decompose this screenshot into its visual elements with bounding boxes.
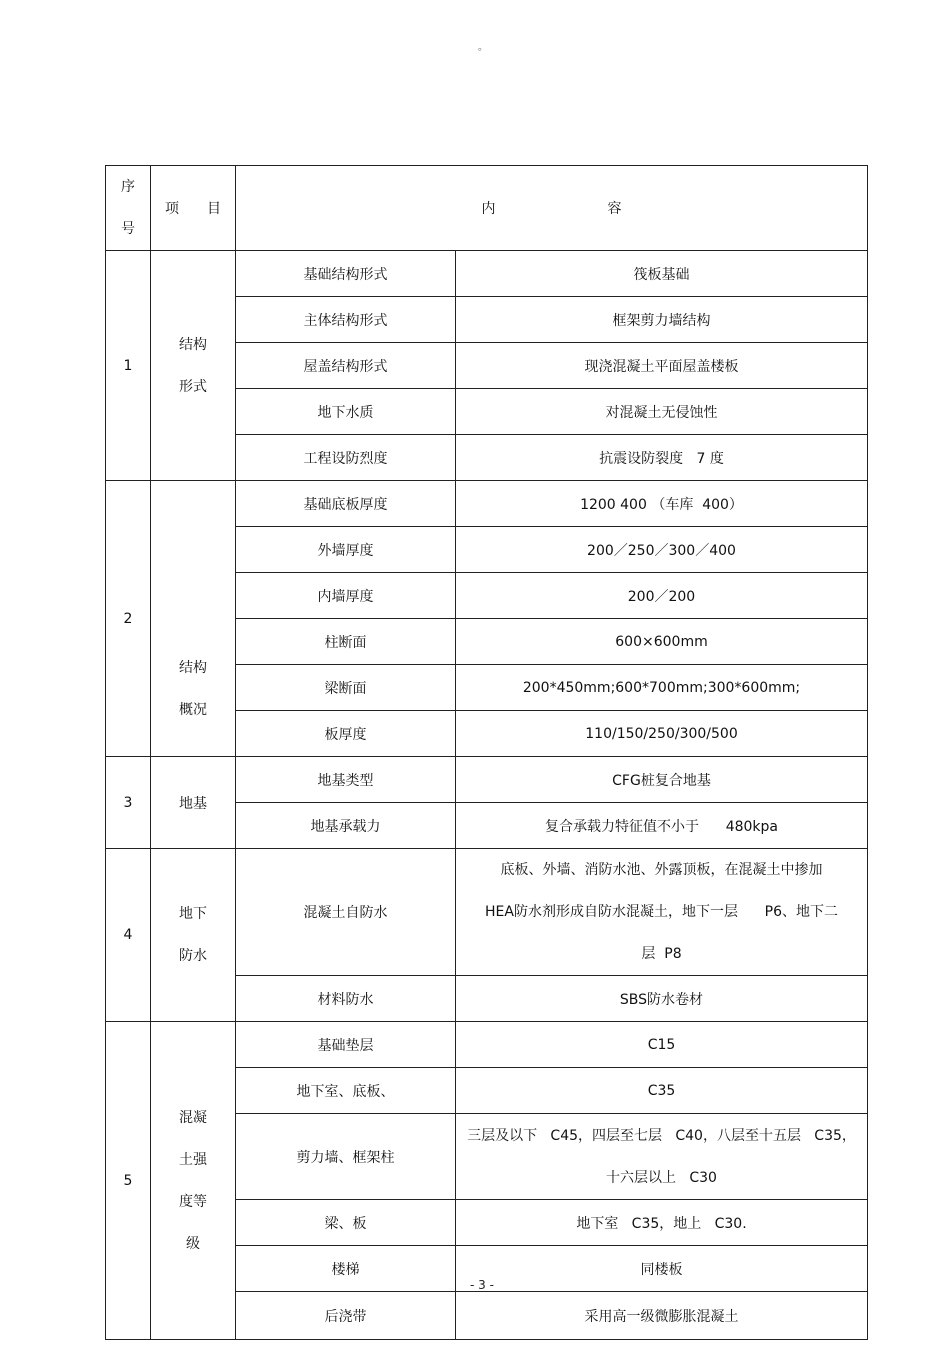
value-cell: 200／200 bbox=[456, 573, 868, 619]
item-cell: 柱断面 bbox=[236, 619, 456, 665]
value-cell: C35 bbox=[456, 1068, 868, 1114]
value-line: 层 P8 bbox=[641, 946, 682, 962]
item-cell: 混凝土自防水 bbox=[236, 849, 456, 976]
value-line: 十六层以上 C30 bbox=[606, 1169, 717, 1186]
group-no: 4 bbox=[106, 849, 151, 1022]
value-cell: 对混凝土无侵蚀性 bbox=[456, 389, 868, 435]
value-cell: 地下室 C35，地上 C30. bbox=[456, 1200, 868, 1246]
group-label-line: 概况 bbox=[179, 701, 207, 718]
spec-table bbox=[105, 165, 868, 1340]
value-cell: SBS防水卷材 bbox=[456, 976, 868, 1022]
value-cell: CFG桩复合地基 bbox=[456, 757, 868, 803]
item-cell: 内墙厚度 bbox=[236, 573, 456, 619]
group-label-line: 结构 bbox=[179, 659, 207, 676]
value-cell: 现浇混凝土平面屋盖楼板 bbox=[456, 343, 868, 389]
value-cell: 200*450mm;600*700mm;300*600mm; bbox=[456, 665, 868, 711]
group-label bbox=[151, 1022, 236, 1340]
header-content-a: 内 bbox=[481, 201, 496, 217]
group-label bbox=[151, 481, 236, 757]
item-cell: 楼梯 bbox=[236, 1246, 456, 1292]
item-cell: 基础垫层 bbox=[236, 1022, 456, 1068]
value-cell: 复合承载力特征值不小于 480kpa bbox=[456, 803, 868, 849]
value-cell: 同楼板 bbox=[456, 1246, 868, 1292]
page-number: - 3 - bbox=[470, 1278, 494, 1292]
value-cell: 1200 400 （车库 400） bbox=[456, 481, 868, 527]
item-cell: 地基类型 bbox=[236, 757, 456, 803]
header-content-cell bbox=[236, 166, 868, 251]
value-cell: 框架剪力墙结构 bbox=[456, 297, 868, 343]
group-label-line: 度等 bbox=[179, 1193, 207, 1210]
table-row bbox=[106, 251, 868, 297]
header-project-cell bbox=[151, 166, 236, 251]
group-label-line: 地基 bbox=[179, 795, 207, 812]
group-no: 3 bbox=[106, 757, 151, 849]
group-label-line: 防水 bbox=[179, 948, 207, 964]
group-label-line: 地下 bbox=[179, 906, 207, 922]
table-row bbox=[106, 849, 868, 976]
item-cell: 地下水质 bbox=[236, 389, 456, 435]
item-cell: 板厚度 bbox=[236, 711, 456, 757]
group-label-line: 形式 bbox=[179, 378, 207, 395]
value-line: HEA防水剂形成自防水混凝土，地下一层 P6、地下二 bbox=[485, 904, 838, 920]
group-no: 2 bbox=[106, 481, 151, 757]
item-cell: 主体结构形式 bbox=[236, 297, 456, 343]
header-content-b: 容 bbox=[607, 201, 622, 217]
value-line: 底板、外墙、消防水池、外露顶板，在混凝土中掺加 bbox=[500, 862, 823, 878]
item-cell: 剪力墙、框架柱 bbox=[236, 1114, 456, 1200]
header-no-line1: 序 bbox=[121, 179, 135, 195]
header-project-a: 项 bbox=[165, 201, 179, 217]
group-label-line: 混凝 bbox=[179, 1109, 207, 1126]
item-cell: 外墙厚度 bbox=[236, 527, 456, 573]
value-cell: 600×600mm bbox=[456, 619, 868, 665]
item-cell: 屋盖结构形式 bbox=[236, 343, 456, 389]
item-cell: 后浇带 bbox=[236, 1292, 456, 1340]
group-label-line: 级 bbox=[186, 1235, 200, 1252]
item-cell: 梁断面 bbox=[236, 665, 456, 711]
value-cell: 采用高一级微膨胀混凝土 bbox=[456, 1292, 868, 1340]
table-header-row bbox=[106, 166, 868, 251]
value-cell: 筏板基础 bbox=[456, 251, 868, 297]
table-row bbox=[106, 481, 868, 527]
item-cell: 地基承载力 bbox=[236, 803, 456, 849]
value-cell: 抗震设防裂度 7 度 bbox=[456, 435, 868, 481]
group-label bbox=[151, 757, 236, 849]
item-cell: 基础结构形式 bbox=[236, 251, 456, 297]
item-cell: 梁、板 bbox=[236, 1200, 456, 1246]
item-cell: 地下室、底板、 bbox=[236, 1068, 456, 1114]
value-cell: 110/150/250/300/500 bbox=[456, 711, 868, 757]
value-cell: C15 bbox=[456, 1022, 868, 1068]
group-label-line: 土强 bbox=[179, 1151, 207, 1168]
group-no: 5 bbox=[106, 1022, 151, 1340]
group-label bbox=[151, 251, 236, 481]
table-row bbox=[106, 757, 868, 803]
value-cell bbox=[456, 849, 868, 976]
group-label bbox=[151, 849, 236, 1022]
value-line: 三层及以下 C45，四层至七层 C40，八层至十五层 C35， bbox=[467, 1127, 856, 1144]
header-project-b: 目 bbox=[207, 201, 221, 217]
group-label-line: 结构 bbox=[179, 336, 207, 353]
item-cell: 基础底板厚度 bbox=[236, 481, 456, 527]
group-no: 1 bbox=[106, 251, 151, 481]
item-cell: 工程设防烈度 bbox=[236, 435, 456, 481]
value-cell bbox=[456, 1114, 868, 1200]
header-no-cell bbox=[106, 166, 151, 251]
top-mark: 。 bbox=[478, 42, 488, 53]
table-row bbox=[106, 1022, 868, 1068]
item-cell: 材料防水 bbox=[236, 976, 456, 1022]
value-cell: 200／250／300／400 bbox=[456, 527, 868, 573]
header-no-line2: 号 bbox=[121, 221, 135, 237]
